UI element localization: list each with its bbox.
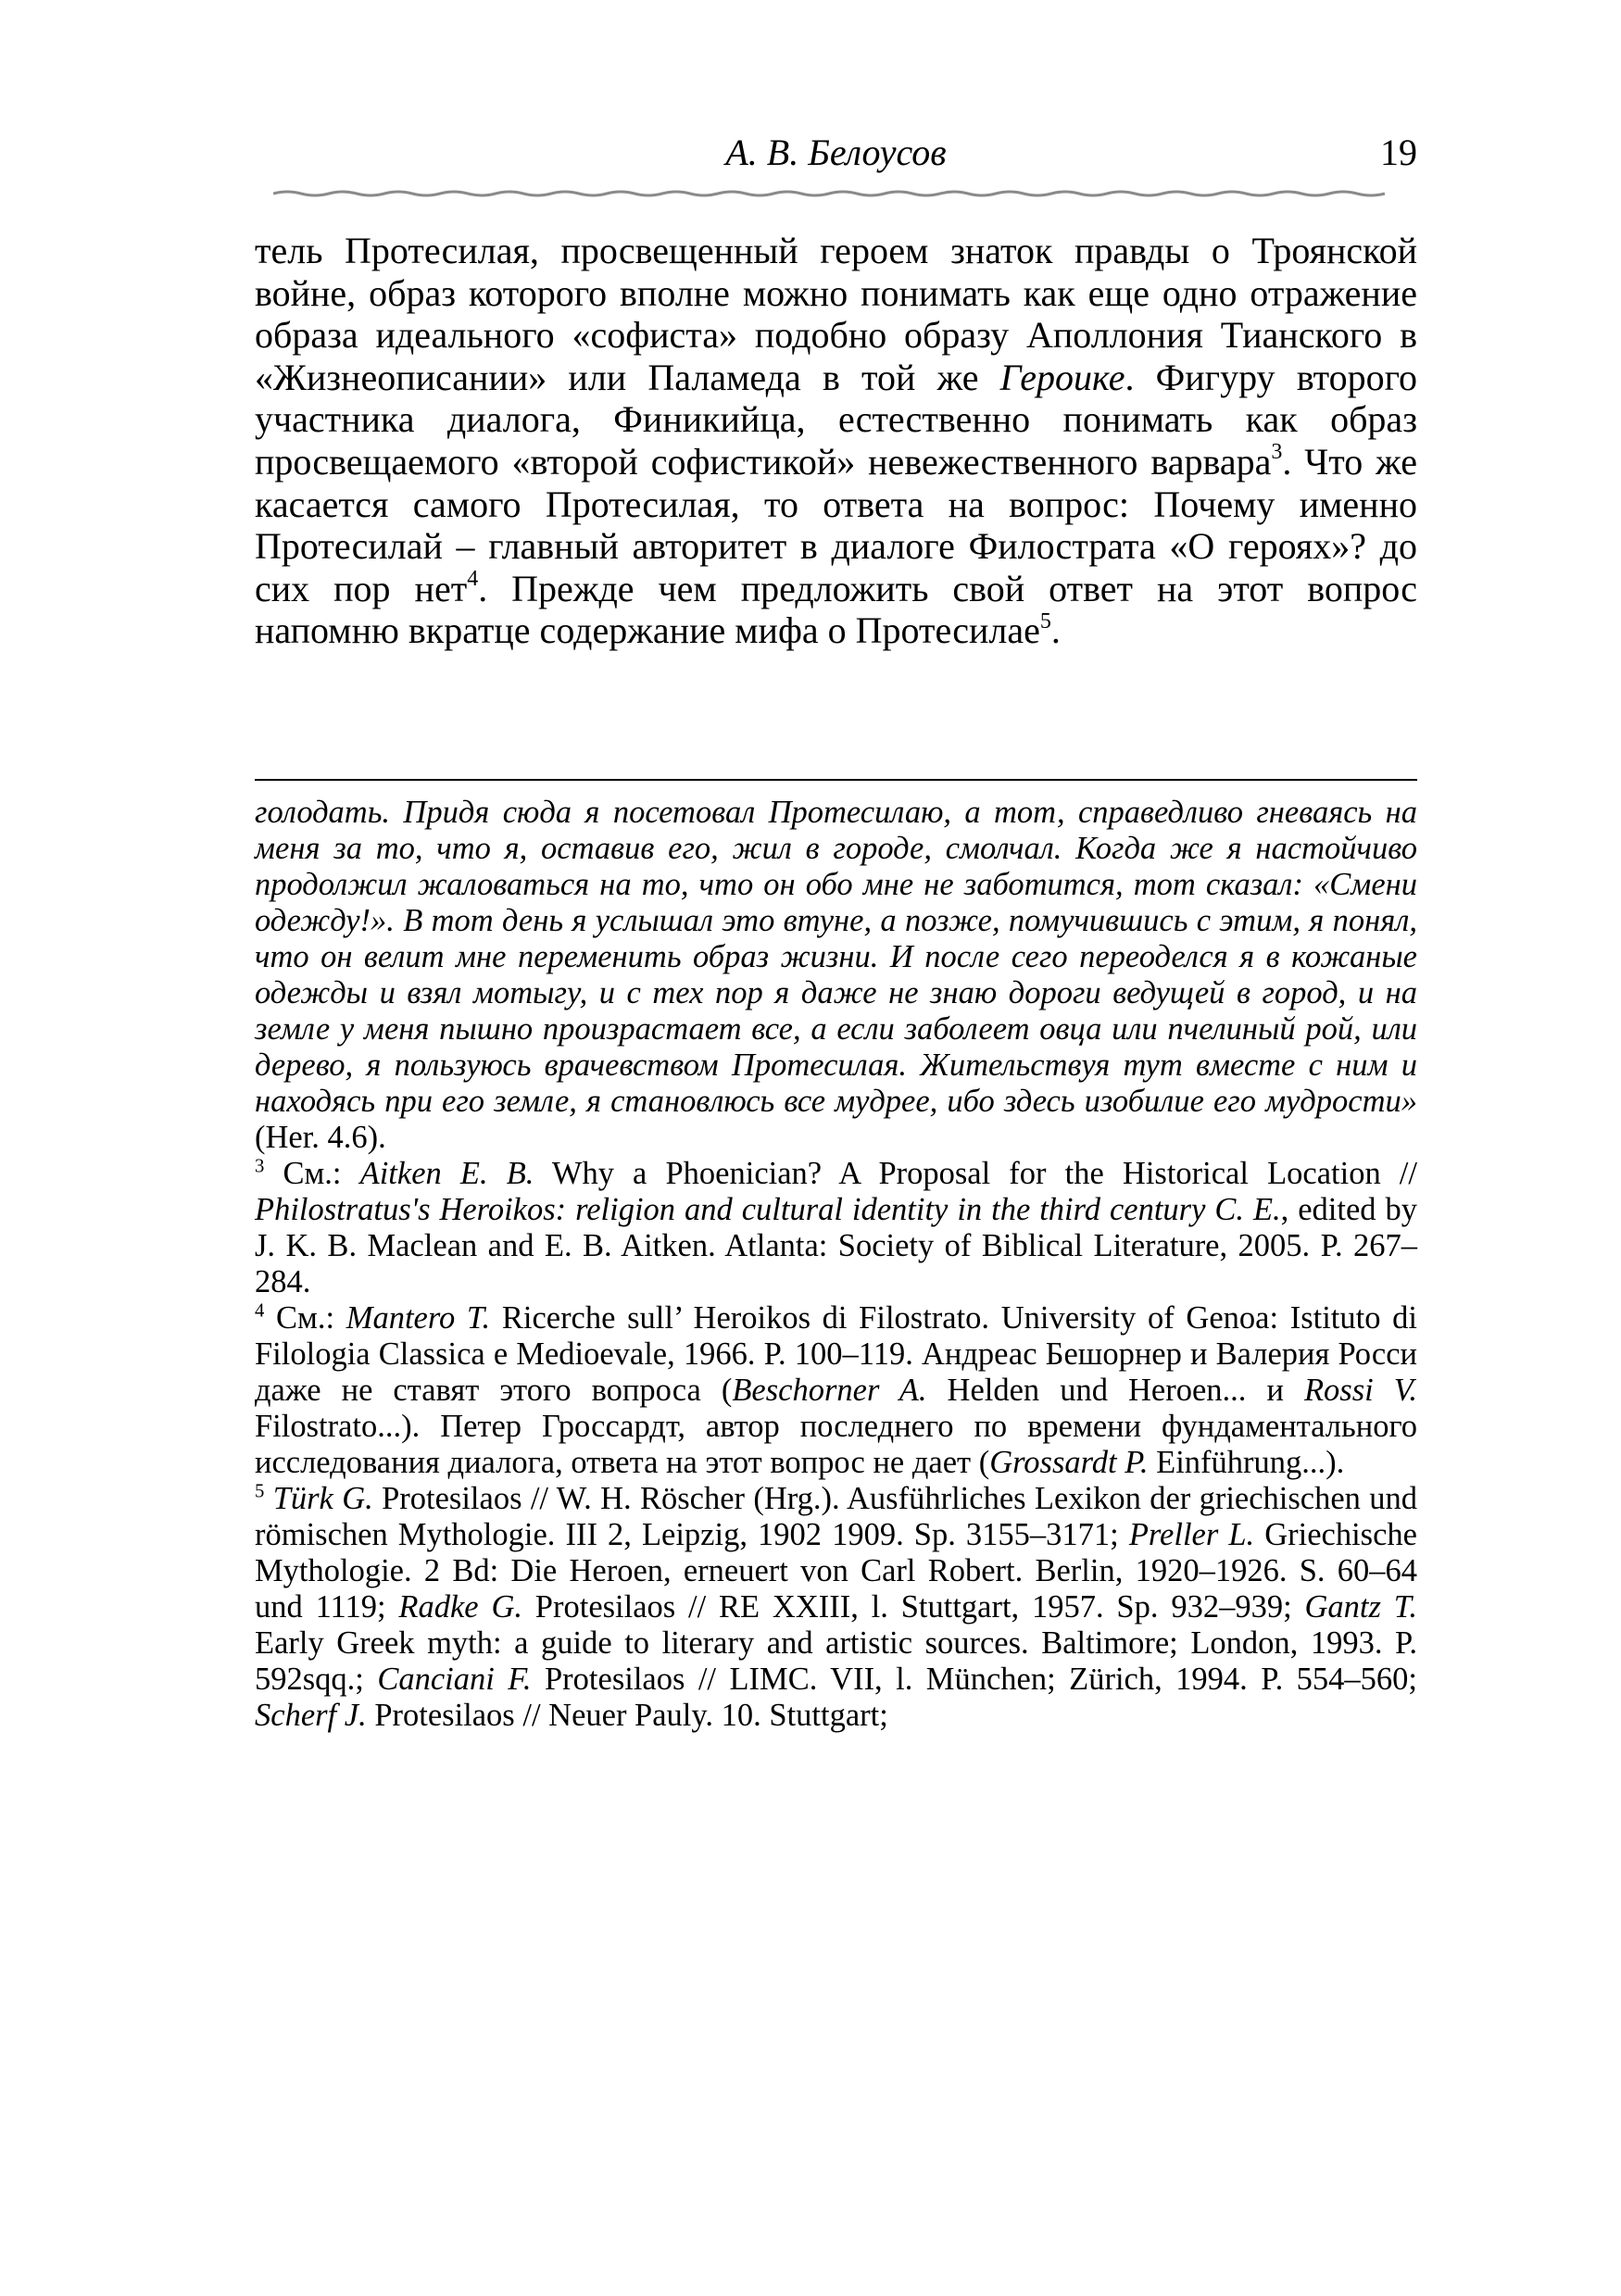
page-number: 19 xyxy=(1380,132,1417,173)
footnote-ref-4[interactable]: 4 xyxy=(467,567,479,592)
footnote-4: $^4$ См.: Mantero T. Ricerche sull’ Heroikos di Filostrato. University of Genoa: Istituto di Filologia Classica e Medioevale, 1966. P. 100–119. Андреас Бешорнер и Валерия Росси даже не ставят этого вопроса (Beschorner A. Helden und Heroen... и Rossi V. Filostrato...). Петер Гроссардт, автор последнего по времени фундаментального исследования диалога, ответа на этот вопрос не дает (Grossardt P. Einführung...). xyxy=(255,1300,1418,1480)
footnote-3: $^3$ См.: Aitken E. B. Why a Phoenician? A Proposal for the Historical Location // Philostratus's Heroikos: religion and cultural identity in the third century C. E., edited by J. K. B. Maclean and E. B. Aitken. Atlanta: Society of Biblical Literature, 2005. P. 267–284. xyxy=(255,1156,1417,1299)
main-text xyxy=(255,230,1417,652)
footnote-5: $^5$ Türk G. Protesilaos // W. H. Röscher (Hrg.). Ausführliches Lexikon der griechischen und römischen Mythologie. III 2, Leipzig, 1902 1909. Sp. 3155–3171; Preller L. Griechische Mythologie. 2 Bd: Die Heroen, erneuert von Carl Robert. Berlin, 1920–1926. S. 60–64 und 1119; Radke G. Protesilaos // RE XXIII, l. Stuttgart, 1957. Sp. 932–939; Gantz T. Early Greek myth: a guide to literary and artistic sources. Baltimore; London, 1993. P. 592sqq.; Canciani F. Protesilaos // LIMC. VII, l. München; Zürich, 1994. P. 554–560; Scherf J. Protesilaos // Neuer Pauly. 10. Stuttgart; xyxy=(255,1481,1418,1733)
page-header xyxy=(255,130,1417,185)
footnote-mark: 3 xyxy=(255,1156,265,1177)
body-paragraph: тель Протесилая, просвещенный героем знаток правды о Троянской войне, образ которого вполне можно понимать как еще одно отражение образа идеального «софиста» подобно образу Аполлония Тианского в «Жизнеописании» или Паламеда в той же Героике. Фигуру второго участника диалога, Финикийца, естественно понимать как образ просвещаемого «второй софистикой» невежественного варвара$^3$. Что же касается самого Протесилая, то ответа на вопрос: Почему именно Протесилай – главный авторитет в диалоге Филострата «О героях»? до сих пор нет$^4$. Прежде чем предложить свой ответ на этот вопрос напомню вкратце содержание мифа о Протесилае$^5$. xyxy=(255,230,1418,652)
footnote-mark: 5 xyxy=(255,1481,265,1502)
footnote-continuation: голодать. Придя сюда я посетовал Протесилаю, а тот, справедливо гневаясь на меня за то, что я, оставив его, жил в городе, смолчал. Когда же я настойчиво продолжил жаловаться на то, что он обо мне не заботится, тот сказал: «Смени одежду!». В тот день я услышал это втуне, а позже, помучившись с этим, я понял, что он велит мне переменить образ жизни. И после сего переоделся я в кожаные одежды и взял мотыгу, и с тех пор я даже не знаю дороги ведущей в город, и на земле у меня пышно произрастает все, а если заболеет овца или пчелиный рой, или дерево, я пользуюсь врачевством Протесилая. Жительствуя тут вместе с ним и находясь при его земле, я становлюсь все мудрее, ибо здесь изобилие его мудрости» (Her. 4.6). xyxy=(255,795,1417,1155)
footnote-mark: 4 xyxy=(255,1300,265,1322)
header-ornamental-rule xyxy=(273,190,1399,197)
footnote-ref-3[interactable]: 3 xyxy=(1271,440,1283,465)
running-title: А. В. Белоусов xyxy=(725,132,947,173)
work-title: Героике xyxy=(999,356,1125,398)
footnote-separator xyxy=(255,779,1417,781)
footnotes xyxy=(255,795,1417,1734)
footnote-ref-5[interactable]: 5 xyxy=(1039,609,1051,634)
